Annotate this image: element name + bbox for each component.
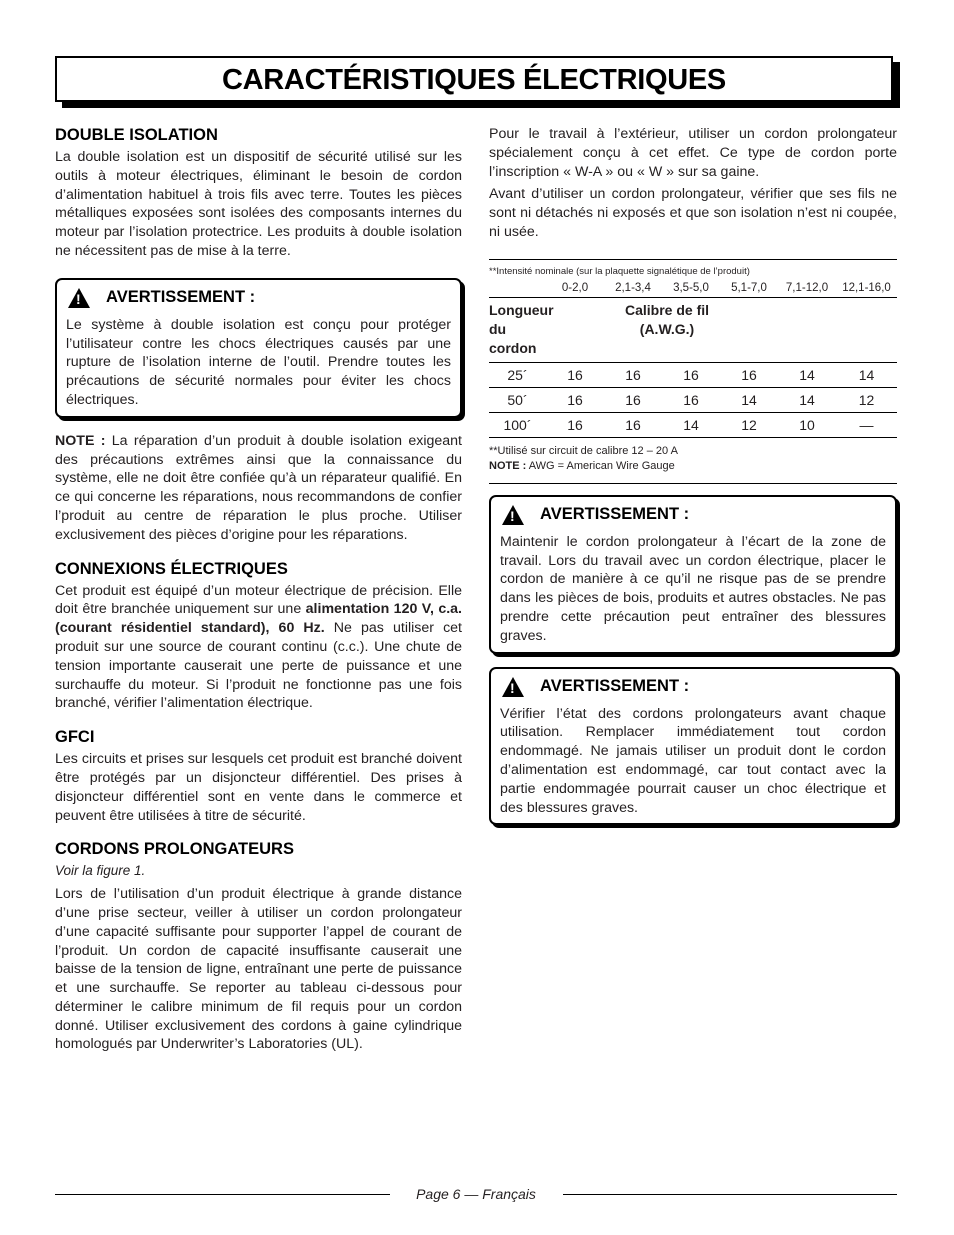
table-caption: **Intensité nominale (sur la plaquette signalétique de l’produit) (489, 265, 750, 277)
cell-gauge: — (836, 412, 897, 437)
title-box (55, 56, 893, 102)
cell-length: 25´ (489, 362, 546, 387)
cell-gauge: 16 (720, 362, 778, 387)
amp-range-row (489, 279, 897, 298)
cord-gauge-table (489, 259, 897, 484)
amp-range: 12,1-16,0 (836, 279, 897, 298)
cell-gauge: 14 (778, 362, 836, 387)
cell-gauge: 16 (604, 362, 662, 387)
cell-gauge: 14 (836, 362, 897, 387)
table-bottom-rule (489, 474, 897, 484)
double-isolation-text: La double isolation est un dispositif de sécurité utilisé sur les outils à moteur électriques, éliminant le besoin de cordon d’alimentation habituel à trois fils avec terre. Toutes les pièces métalliques exposées sont isolées des composants internes du moteur par l’isolation protectrice. Les produits à double isolation ne nécessitent pas de mise à la terre. (55, 149, 462, 259)
left-column (55, 125, 462, 1054)
table-row (489, 412, 897, 437)
note-label: NOTE : (55, 432, 106, 449)
connexions-text-bold: alimentation 120 V, c.a. (courant résidentiel standard), 60 Hz. (55, 601, 462, 637)
table-note (489, 459, 897, 474)
cordons-text: Lors de l’utilisation d’un produit électrique à grande distance d’une prise secteur, veiller à utiliser un cordon prolongateur d’une capacité suffisante pour supporter l’appel de courant de l’produit. Un cordon de capacité insuffisante causerait une baisse de la tension de ligne, entraînant une perte de puissance et une surchauffe. Se reporter au tableau ci-dessous pour déterminer le calibre minimum de fil requis pour un cordon donné. Utiliser exclusivement des cordons à gaine cylindrique homologués par Underwriter’s Laboratories (UL). (55, 886, 462, 1053)
cell-gauge: 16 (546, 412, 604, 437)
footer-page-label: Page 6 — Français (416, 1186, 536, 1202)
cell-gauge: 16 (662, 387, 720, 412)
cell-length: 100´ (489, 412, 546, 437)
table-row (489, 387, 897, 412)
warning-title: AVERTISSEMENT : (540, 505, 690, 524)
gfci-text: Les circuits et prises sur lesquels cet produit est branché doivent être protégés par un disjoncteur différentiel. Des prises à disjoncteur différentiel sont en vente dans le commerce et peuvent être utilisées à titre de sécurité. (55, 751, 462, 824)
warning-triangle-icon: ! (502, 677, 524, 697)
cell-gauge: 12 (836, 387, 897, 412)
page-title: CARACTÉRISTIQUES ÉLECTRIQUES (222, 64, 726, 96)
cell-gauge: 14 (778, 387, 836, 412)
figure-reference: Voir la figure 1. (55, 863, 146, 879)
warning-triangle-icon: ! (68, 288, 90, 308)
note-text: La réparation d’un produit à double isolation exigeant des précautions extrêmes ainsi que la connaissance du système, elle ne doit être confiée qu’à un réparateur qualifié. En ce qui concerne les réparations, nous recommandons de confier l’produit au centre de réparation le plus proche. Utiliser exclusivement des pièces d’origine pour les réparations. (55, 432, 463, 543)
heading-connexions: CONNEXIONS ÉLECTRIQUES (55, 559, 288, 578)
right-column (489, 125, 897, 825)
amp-range: 3,5-5,0 (662, 279, 720, 298)
amp-range: 5,1-7,0 (720, 279, 778, 298)
warning-box-1 (55, 278, 462, 418)
cell-gauge: 14 (720, 387, 778, 412)
amp-range: 2,1-3,4 (604, 279, 662, 298)
table-row (489, 362, 897, 387)
connexions-text-after: Ne pas utiliser cet produit sur une source de courant continu (c.c.). Une chute de tension importante causerait une perte de puissance et une surchauffe du moteur. Si l’produit ne fonctionne pas une fois branché, vérifier l’alimentation électrique. (55, 620, 462, 712)
table-footnote: **Utilisé sur circuit de calibre 12 – 20 A (489, 444, 678, 457)
warning-header (500, 505, 886, 525)
warning-header (66, 288, 451, 308)
outdoor-paragraph: Pour le travail à l’extérieur, utiliser un cordon prolongateur spécialement conçu à cet effet. Ce type de cordon porte l’inscription « W-A » ou « W » sur sa gaine. (489, 126, 897, 180)
amp-range: 0-2,0 (546, 279, 604, 298)
inspect-paragraph: Avant d’utiliser un cordon prolongateur, vérifier que ses fils ne sont ni détachés ni exposés et que son isolation n’est ni coupée, ni usée. (489, 186, 897, 240)
warning-1-text: Le système à double isolation est conçu pour protéger l’utilisateur contre les chocs électriques causés par une rupture de l’isolation interne de l’outil. Prendre toutes les précautions de sécurité normales pour éviter les chocs électriques. (66, 316, 451, 408)
cell-gauge: 12 (720, 412, 778, 437)
cell-gauge: 16 (604, 412, 662, 437)
cell-gauge: 14 (662, 412, 720, 437)
warning-box-2 (489, 495, 897, 654)
warning-2-text: Maintenir le cordon prolongateur à l’écart de la zone de travail. Lors du travail avec un cordon électrique, placer le cordon de manière à ce qu’il ne risque pas de se prendre dans les pièces de bois, produits et autres obstacles. Ne pas prendre cette précaution peut entraîner des blessures graves. (500, 533, 886, 644)
cell-gauge: 16 (662, 362, 720, 387)
heading-gfci: GFCI (55, 728, 95, 747)
warning-3-text: Vérifier l’état des cordons prolongateurs avant chaque utilisation. Remplacer immédiatement tout cordon endommagé. Ne jamais utiliser un produit dont le cordon d’alimentation est endommagé, car tout contact avec la partie endommagée pourrait causer un choc électrique et des blessures graves. (500, 705, 886, 816)
cell-gauge: 16 (546, 387, 604, 412)
cell-gauge: 16 (546, 362, 604, 387)
warning-title: AVERTISSEMENT : (106, 288, 256, 307)
cell-gauge: 10 (778, 412, 836, 437)
warning-title: AVERTISSEMENT : (540, 677, 690, 696)
col-header-gauge: Calibre de fil (A.W.G.) (604, 297, 778, 362)
note-paragraph (55, 432, 462, 545)
footer-rule-right (563, 1194, 897, 1195)
cell-gauge: 16 (604, 387, 662, 412)
table-note-label: NOTE : (489, 459, 527, 472)
amp-range: 7,1-12,0 (778, 279, 836, 298)
page-footer (55, 1184, 897, 1204)
connexions-text-before: Cet produit est équipé d’un moteur électrique de précision. Elle doit être branchée uniquement sur une (55, 582, 462, 618)
warning-box-3 (489, 667, 897, 826)
heading-cordons: CORDONS PROLONGATEURS (55, 840, 294, 859)
warning-header (500, 677, 886, 697)
warning-triangle-icon: ! (502, 505, 524, 525)
table-header-row (489, 297, 897, 362)
connexions-text (55, 582, 462, 714)
cell-length: 50´ (489, 387, 546, 412)
table-note-text: AWG = American Wire Gauge (526, 459, 675, 472)
col-header-length: Longueur du cordon (489, 297, 604, 362)
heading-double-isolation: DOUBLE ISOLATION (55, 126, 218, 144)
